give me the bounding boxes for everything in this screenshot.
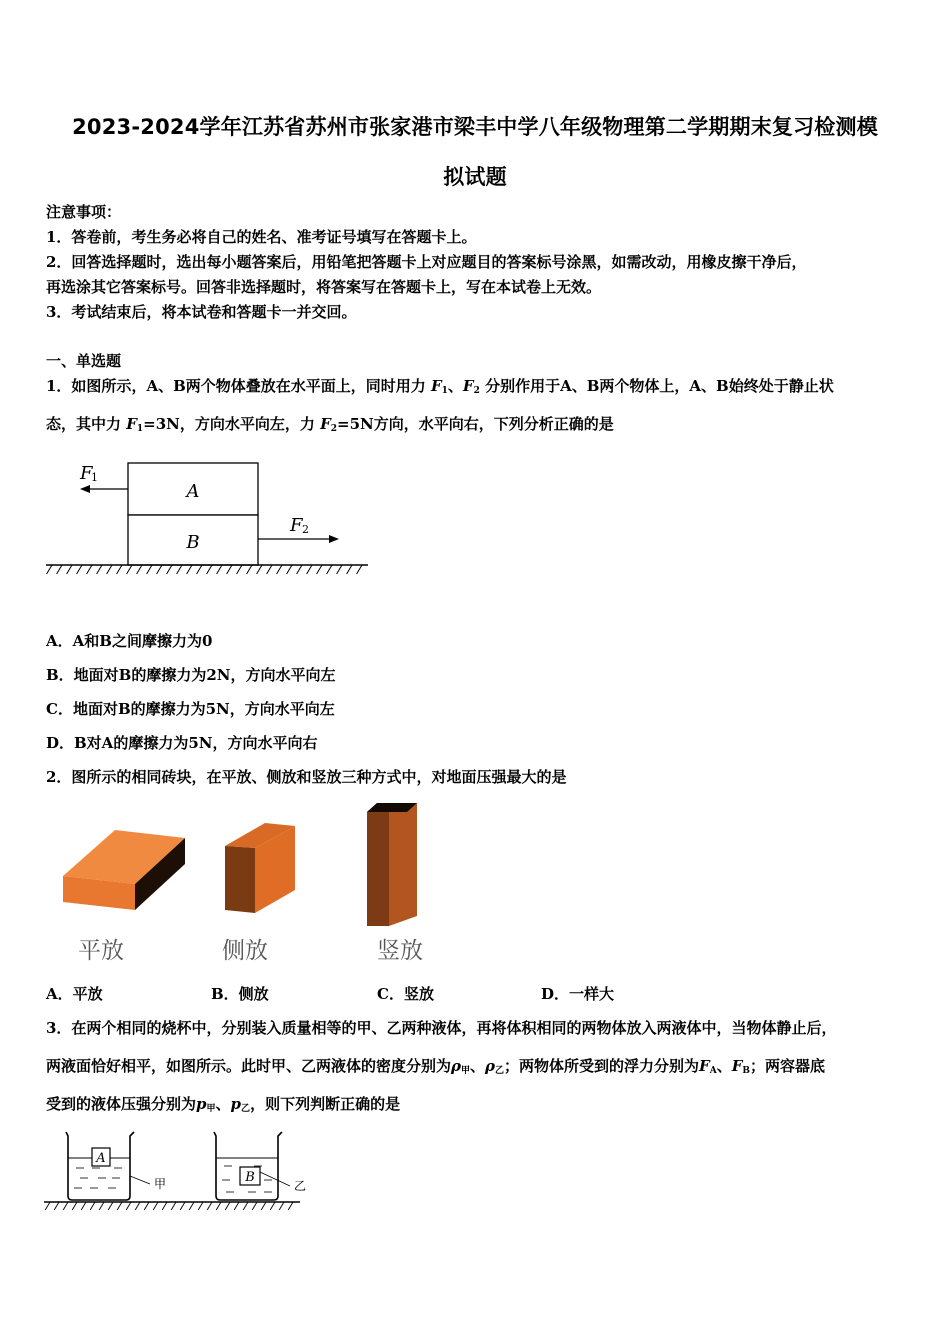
hatch-mark: [187, 565, 192, 574]
q1-option-c: C．地面对B的摩擦力为5N，方向水平向左: [46, 700, 335, 718]
hatch-mark: [225, 1202, 230, 1210]
beaker-jia: [66, 1132, 166, 1200]
notice-item-2a: 2．回答选择题时，选出每小题答案后，用铅笔把答题卡上对应题目的答案标号涂黑，如需改动，用橡皮擦干净后，: [46, 253, 807, 271]
block-a: [128, 463, 258, 515]
hatch-mark: [144, 1202, 149, 1210]
hatch-mark: [162, 1202, 167, 1210]
q2-option-a: A．平放: [46, 985, 103, 1003]
beaker-yi: [214, 1132, 306, 1200]
hatch-mark: [337, 565, 342, 574]
section-heading: 一、单选题: [46, 352, 122, 370]
hatch-mark: [45, 1202, 50, 1210]
hatch-mark: [317, 565, 322, 574]
force-f1-arrow: [79, 463, 128, 493]
hatch-mark: [90, 1202, 95, 1210]
hatch-mark: [157, 565, 162, 574]
hatch-mark: [297, 565, 302, 574]
notice-item-3: 3．考试结束后，将本试卷和答题卡一并交回。: [46, 303, 357, 321]
label-upright: 竖放: [377, 938, 423, 964]
hatch-mark: [117, 1202, 122, 1210]
hatch-mark: [357, 565, 362, 574]
hatch-mark: [107, 565, 112, 574]
label-flat: 平放: [78, 938, 124, 964]
q1-stem-line2: 态，其中力 $F_1=3N$，方向水平向左，力 $F_2=5N$方向，水平向右，下列分析正确的是: [46, 415, 614, 434]
hatch-mark: [257, 565, 262, 574]
q3-beakers-figure: [40, 1124, 320, 1219]
f2-sub: 2: [302, 523, 309, 536]
q1-figure: [40, 455, 380, 585]
hatch-mark: [216, 1202, 221, 1210]
hatch-mark: [99, 1202, 104, 1210]
hatch-mark: [288, 1202, 293, 1210]
hatch-mark: [217, 565, 222, 574]
hatch-mark: [287, 565, 292, 574]
hatch-mark: [327, 565, 332, 574]
hatch-mark: [198, 1202, 203, 1210]
hatch-mark: [127, 565, 132, 574]
hatch-mark: [77, 565, 82, 574]
hatch-mark: [47, 565, 52, 574]
q1-option-d: D．B对A的摩擦力为5N，方向水平向右: [46, 734, 318, 752]
hatch-mark: [72, 1202, 77, 1210]
force-f2-arrow: [258, 515, 339, 543]
hatch-mark: [267, 565, 272, 574]
hatch-mark: [108, 1202, 113, 1210]
object-b-label: B: [245, 1170, 255, 1185]
hatch-mark: [137, 565, 142, 574]
label-jia: 甲: [154, 1177, 167, 1191]
hatch-mark: [171, 1202, 176, 1210]
q3-stem-line2: 两液面恰好相平，如图所示。此时甲、乙两液体的密度分别为$\rho_甲$、$\rho_乙$；两物体所受到的浮力分别为$F_A$、$F_B$；两容器底: [46, 1057, 825, 1076]
block-b: [128, 515, 258, 565]
object-a-label: A: [96, 1151, 106, 1166]
notice-item-2b: 再选涂其它答案标号。回答非选择题时，将答案写在答题卡上，写在本试卷上无效。: [46, 278, 602, 296]
hatch-mark: [243, 1202, 248, 1210]
hatch-mark: [117, 565, 122, 574]
hatch-mark: [207, 565, 212, 574]
hatch-mark: [153, 1202, 158, 1210]
q2-option-b: B．侧放: [211, 985, 269, 1003]
hatch-mark: [81, 1202, 86, 1210]
f1-label: F: [80, 463, 93, 484]
hatch-mark: [87, 565, 92, 574]
label-side: 侧放: [222, 938, 268, 964]
notice-item-1: 1．答卷前，考生务必将自己的姓名、准考证号填写在答题卡上。: [46, 228, 477, 246]
table-surface: [44, 1202, 300, 1210]
hatch-mark: [67, 565, 72, 574]
f1-sub: 1: [91, 471, 98, 484]
hatch-mark: [252, 1202, 257, 1210]
hatch-mark: [227, 565, 232, 574]
q1-option-a: A．A和B之间摩擦力为0: [46, 632, 213, 650]
hatch-mark: [234, 1202, 239, 1210]
hatch-mark: [97, 565, 102, 574]
hatch-mark: [261, 1202, 266, 1210]
hatch-mark: [270, 1202, 275, 1210]
hatch-mark: [189, 1202, 194, 1210]
ground: [46, 565, 368, 574]
brick-side: [225, 823, 295, 913]
brick-upright: [367, 803, 417, 926]
hatch-mark: [277, 565, 282, 574]
q3-stem-line1: 3．在两个相同的烧杯中，分别装入质量相等的甲、乙两种液体，再将体积相同的两物体放入两液体中，当物体静止后，: [46, 1019, 837, 1037]
hatch-mark: [147, 565, 152, 574]
hatch-mark: [307, 565, 312, 574]
hatch-mark: [135, 1202, 140, 1210]
hatch-mark: [180, 1202, 185, 1210]
q2-option-c: C．竖放: [377, 985, 434, 1003]
brick-flat: [63, 830, 185, 910]
hatch-mark: [347, 565, 352, 574]
hatch-mark: [54, 1202, 59, 1210]
hatch-mark: [207, 1202, 212, 1210]
page-title-line2: 拟试题: [443, 165, 507, 189]
block-b-label: B: [186, 532, 200, 553]
block-a-label: A: [186, 481, 200, 502]
hatch-mark: [167, 565, 172, 574]
f2-label: F: [290, 515, 303, 536]
page-title-line1: 2023-2024学年江苏省苏州市张家港市梁丰中学八年级物理第二学期期末复习检测模: [72, 115, 878, 139]
q1-option-b: B．地面对B的摩擦力为2N，方向水平向左: [46, 666, 336, 684]
hatch-mark: [177, 565, 182, 574]
q2-bricks-figure: [55, 798, 435, 933]
hatch-mark: [197, 565, 202, 574]
hatch-mark: [237, 565, 242, 574]
hatch-mark: [247, 565, 252, 574]
q2-stem: 2．图所示的相同砖块，在平放、侧放和竖放三种方式中，对地面压强最大的是: [46, 768, 567, 786]
hatch-mark: [63, 1202, 68, 1210]
hatch-mark: [279, 1202, 284, 1210]
q2-option-d: D．一样大: [541, 985, 615, 1003]
label-yi: 乙: [294, 1179, 307, 1193]
notice-heading: 注意事项：: [46, 203, 122, 221]
hatch-mark: [126, 1202, 131, 1210]
q3-stem-line3: 受到的液体压强分别为$p_甲$、$p_乙$，则下列判断正确的是: [46, 1095, 401, 1114]
q1-stem-line1: 1．如图所示，A、B两个物体叠放在水平面上，同时用力 $F_1$、$F_2$ 分别作用于A、B两个物体上，A、B始终处于静止状: [46, 377, 834, 396]
hatch-mark: [57, 565, 62, 574]
